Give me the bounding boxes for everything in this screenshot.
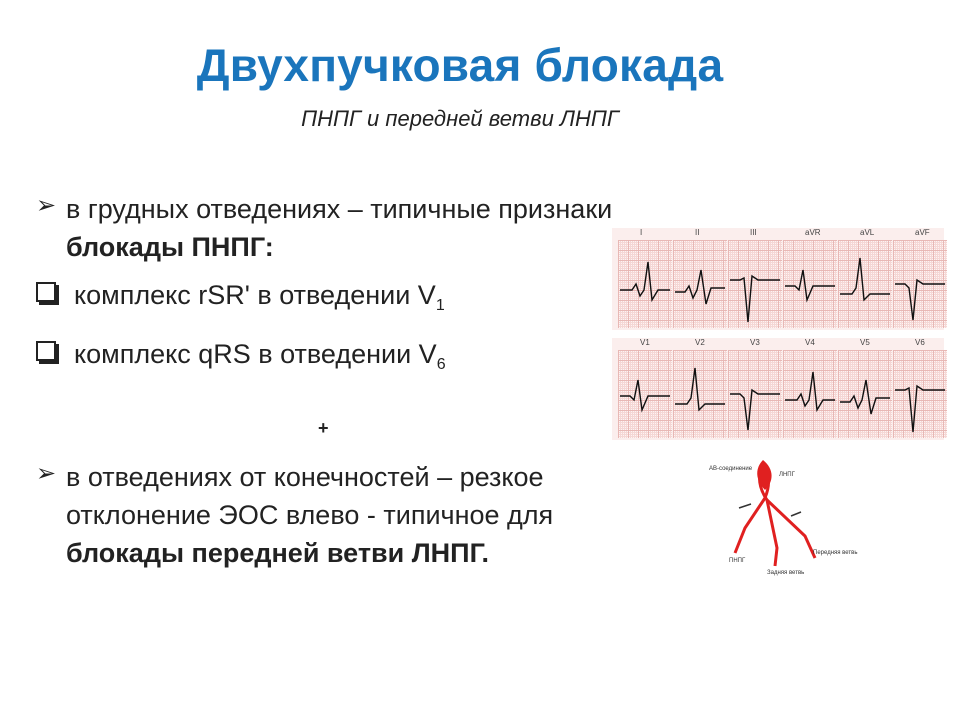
ecg-lead-label-avf: aVF xyxy=(915,228,930,237)
av-node-label: АВ-соединение xyxy=(709,466,753,472)
ecg-lead-label-ii: II xyxy=(695,228,700,237)
lnpg-label: ЛНПГ xyxy=(779,472,795,478)
ecg-lead-avl xyxy=(838,240,892,328)
ecg-lead-label-v4: V4 xyxy=(805,338,815,347)
ecg-lead-v5 xyxy=(838,350,892,438)
ecg-trace xyxy=(620,262,670,300)
ecg-trace xyxy=(785,270,835,300)
ecg-trace xyxy=(895,386,945,432)
ecg-lead-iii xyxy=(728,240,782,328)
ecg-lead-label-iii: III xyxy=(750,228,757,237)
bullet-text: комплекс qRS в отведении V xyxy=(74,339,437,369)
bullet-list xyxy=(34,190,614,572)
ecg-trace xyxy=(675,270,725,304)
bullet-bold-text: блокады ПНПГ: xyxy=(66,232,274,262)
ecg-lead-v3 xyxy=(728,350,782,438)
bullet-text: комплекс rSR' в отведении V xyxy=(74,280,436,310)
ecg-trace xyxy=(730,390,780,430)
ecg-lead-v1 xyxy=(618,350,672,438)
ecg-lead-label-i: I xyxy=(640,228,643,237)
bullet-text: в грудных отведениях – типичные признаки xyxy=(66,194,613,224)
bullet-rsr-v1 xyxy=(34,276,614,325)
bullet-qrs-v6 xyxy=(34,335,614,384)
bullet-subscript: 6 xyxy=(436,356,446,373)
ecg-trace xyxy=(730,276,780,322)
block-mark-right xyxy=(739,504,751,508)
ecg-lead-ii xyxy=(673,240,727,328)
bullet-chest-leads xyxy=(34,190,614,266)
ecg-lead-v6 xyxy=(893,350,947,438)
ecg-lead-v4 xyxy=(783,350,837,438)
ecg-lead-i xyxy=(618,240,672,328)
ecg-lead-label-v3: V3 xyxy=(750,338,760,347)
ecg-trace xyxy=(840,380,890,414)
plus-sign: + xyxy=(318,418,329,438)
pnpg-label: ПНПГ xyxy=(729,558,746,564)
ecg-lead-label-avl: aVL xyxy=(860,228,875,237)
bundle-branch-diagram xyxy=(705,458,870,590)
ecg-lead-label-v6: V6 xyxy=(915,338,925,347)
posterior-label: Задняя ветвь xyxy=(767,570,805,576)
bullet-limb-leads xyxy=(34,458,614,572)
ecg-lead-avf xyxy=(893,240,947,328)
ecg-trace xyxy=(840,258,890,300)
anterior-label: Передняя ветвь xyxy=(813,550,858,556)
ecg-trace xyxy=(895,280,945,320)
ecg-lead-v2 xyxy=(673,350,727,438)
bullet-bold-text: блокады передней ветви ЛНПГ. xyxy=(66,538,490,568)
ecg-lead-label-v2: V2 xyxy=(695,338,705,347)
ecg-lead-label-v5: V5 xyxy=(860,338,870,347)
checkbox-bullet-icon xyxy=(34,337,58,365)
ecg-lead-label-v1: V1 xyxy=(640,338,650,347)
arrow-bullet-icon: ➢ xyxy=(35,192,57,219)
ecg-trace xyxy=(620,380,670,410)
ecg-trace xyxy=(785,372,835,410)
slide-title: Двухпучковая блокада xyxy=(196,39,724,91)
ecg-lead-label-avr: aVR xyxy=(805,228,821,237)
ecg-trace xyxy=(675,368,725,410)
ecg-limb-leads-panel xyxy=(612,228,944,330)
bullet-subscript: 1 xyxy=(435,297,445,314)
ecg-chest-leads-panel xyxy=(612,338,944,440)
ecg-lead-avr xyxy=(783,240,837,328)
bullet-text: в отведениях от конечностей – резкое отклонение ЭОС влево - типичное для xyxy=(66,462,554,530)
arrow-bullet-icon: ➢ xyxy=(35,460,57,487)
block-mark-anterior xyxy=(791,512,801,516)
slide-subtitle: ПНПГ и передней ветви ЛНПГ xyxy=(301,106,619,131)
checkbox-bullet-icon xyxy=(34,278,58,306)
